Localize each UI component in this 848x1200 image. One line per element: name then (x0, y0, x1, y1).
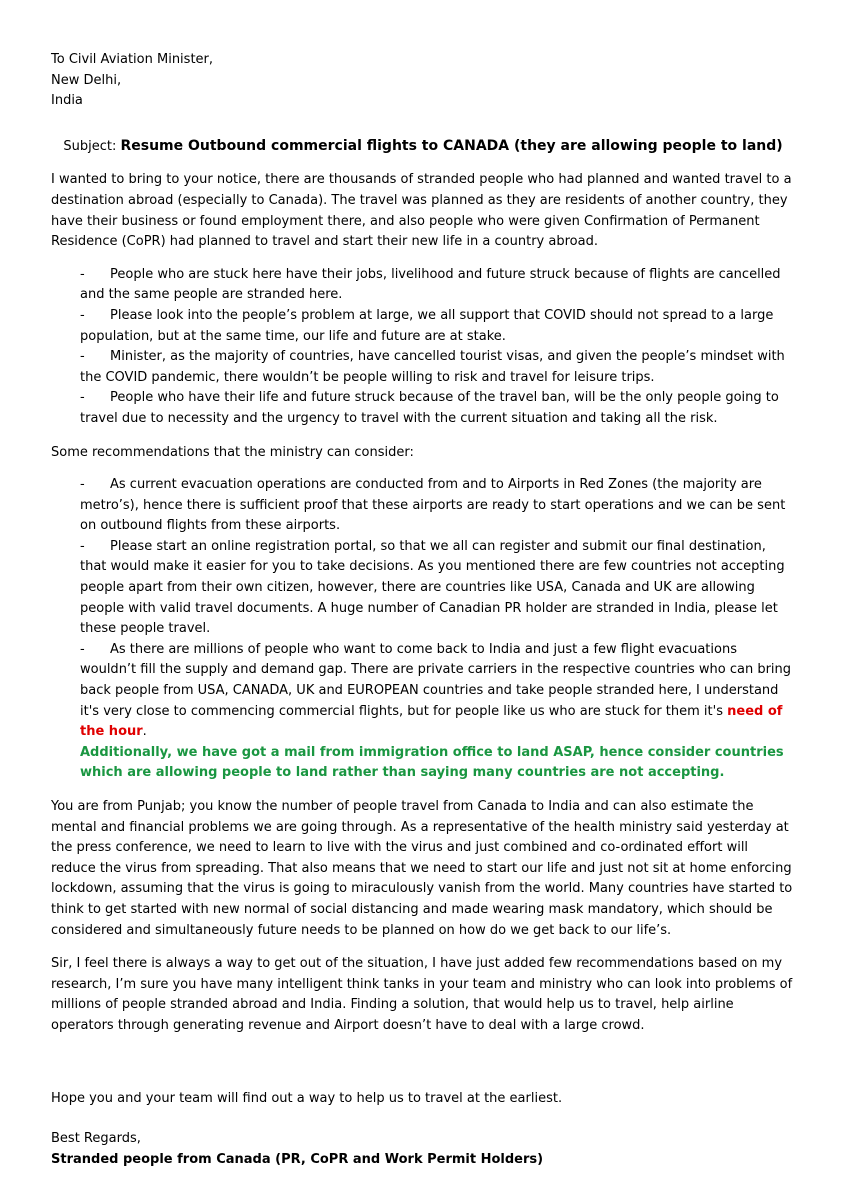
recommendation-text: As current evacuation operations are conducted from and to Airports in Red Zones (the majority are metro’s), hence there is sufficient proof that these airports are ready to start operations and we can be sent on outbound flights from these airports. (80, 477, 786, 534)
need-of-hour-highlight: need of the hour (80, 703, 783, 740)
recommendations-list (51, 475, 795, 784)
address-line-3: India (51, 93, 83, 109)
list-item (80, 537, 795, 640)
dash-marker: - (80, 307, 85, 323)
recommendation-period: . (142, 724, 147, 740)
regards-text: Best Regards, (51, 1131, 141, 1147)
dash-marker: - (80, 538, 85, 554)
address-line-2: New Delhi, (51, 72, 122, 88)
sir-paragraph: Sir, I feel there is always a way to get out of the situation, I have just added few recommendations based on my research, I’m sure you have many intelligent think tanks in your team and ministry who can look into problems of millions of people stranded abroad and India. Finding a solution, that would help us to travel, help airline operators through generating revenue and Airport doesn’t have to deal with a large crowd. (51, 956, 793, 1033)
list-item (80, 347, 795, 388)
recipient-address (51, 50, 795, 112)
immigration-note-highlight: Additionally, we have got a mail from immigration office to land ASAP, hence consider countries which are allowing people to land rather than saying many countries are not accepting. (80, 744, 784, 781)
closing-line: Hope you and your team will find out a way to help us to travel at the earliest. (51, 1090, 563, 1106)
sign-off (51, 1129, 795, 1170)
list-item (80, 265, 795, 306)
subject-title: Resume Outbound commercial flights to CANADA (they are allowing people to land) (120, 137, 783, 154)
issue-text: People who have their life and future struck because of the travel ban, will be the only people going to travel due to necessity and the urgency to travel with the current situation and taking all the risk. (80, 390, 779, 426)
intro-paragraph: I wanted to bring to your notice, there are thousands of stranded people who had planned and wanted travel to a destination abroad (especially to Canada). The travel was planned as they are residents of another country, they have their business or found employment there, and also people who were given Confirmation of Permanent Residence (CoPR) had planned to travel and start their new life in a country abroad. (51, 172, 792, 250)
address-line-1: To Civil Aviation Minister, (51, 52, 214, 67)
issue-text: People who are stuck here have their jobs, livelihood and future struck because of flights are cancelled and the same people are stranded here. (80, 266, 781, 303)
subject-line (51, 136, 795, 158)
dash-marker: - (80, 477, 85, 493)
issue-text: Minister, as the majority of countries, have cancelled tourist visas, and given the people’s mindset with the COVID pandemic, there wouldn’t be people willing to risk and travel for leisure trips. (80, 349, 785, 385)
list-item (80, 306, 795, 347)
issues-list (51, 265, 795, 430)
dash-marker: - (80, 390, 85, 406)
recommendations-heading: Some recommendations that the ministry can consider: (51, 444, 414, 460)
issue-text: Please look into the people’s problem at large, we all support that COVID should not spread to a large population, but at the same time, our life and future are at stake. (80, 307, 774, 344)
punjab-paragraph: You are from Punjab; you know the number of people travel from Canada to India and can also estimate the mental and financial problems we are going through. As a representative of the health ministry said yesterday at the press conference, we need to learn to live with the virus and just combined and co-ordinated effort will reduce the virus from spreading. That also means that we need to start our life and just not sit at home enforcing lockdown, assuming that the virus is going to miraculously vanish from the world. Many countries have started to think to get started with new normal of social distancing and made wearing mask mandatory, which should be considered and simultaneously future needs to be planned on how do we get back to our life’s. (51, 799, 793, 938)
dash-marker: - (80, 641, 85, 657)
letter-page (51, 50, 795, 1170)
dash-marker: - (80, 266, 85, 282)
signature: Stranded people from Canada (PR, CoPR and Work Permit Holders) (51, 1151, 544, 1167)
dash-marker: - (80, 349, 85, 365)
recommendation-text: Please start an online registration portal, so that we all can register and submit our final destination, that would make it easier for you to take decisions. As you mentioned there are few countries not accepting people apart from their own citizen, however, there are countries like USA, Canada and UK are allowing people with valid travel documents. A huge number of Canadian PR holder are stranded in India, please let these people travel. (80, 538, 785, 637)
list-item (80, 475, 795, 537)
list-item (80, 388, 795, 429)
list-item (80, 640, 795, 784)
subject-prefix: Subject: (63, 138, 121, 154)
recommendation-text: As there are millions of people who want to come back to India and just a few flight evacuations wouldn’t fill the supply and demand gap. There are private carriers in the respective countries who can bring back people from USA, CANADA, UK and EUROPEAN countries and take people stranded here, I understand it's very close to commencing commercial flights, but for people like us who are stuck for them it's (80, 641, 792, 719)
